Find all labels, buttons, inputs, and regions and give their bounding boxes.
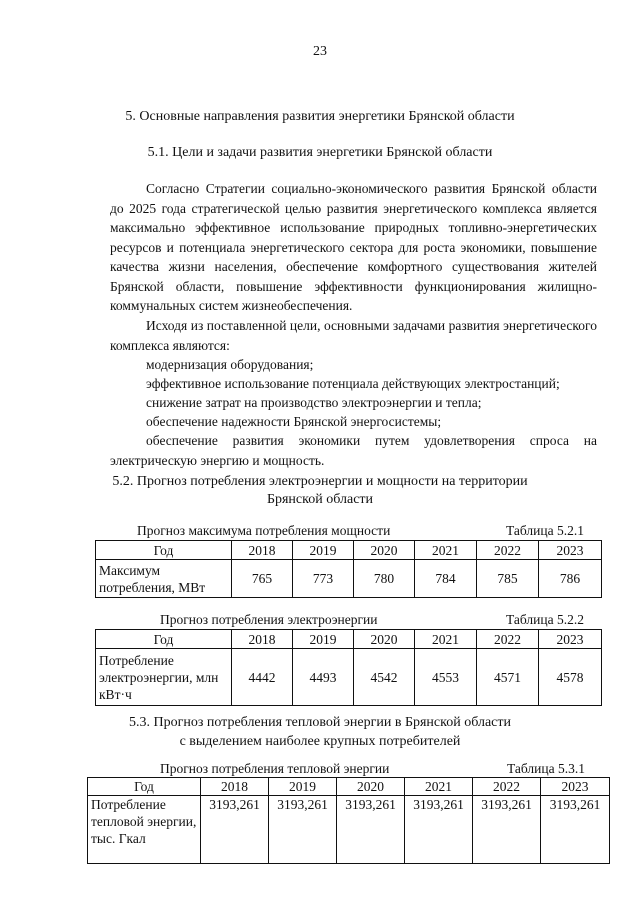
value-cell: 765: [232, 560, 293, 598]
value-cell: 4442: [232, 649, 293, 706]
header-cell: 2019: [293, 541, 354, 560]
table-row: [96, 649, 602, 706]
value-cell: 4571: [477, 649, 539, 706]
subsection-1-title: 5.1. Цели и задачи развития энергетики Брянской области: [147, 145, 493, 160]
task-item: модернизация оборудования;: [146, 357, 314, 372]
header-cell: 2021: [405, 778, 473, 796]
page-number: 23: [313, 44, 327, 59]
paragraph-strategy: Согласно Стратегии социально-экономического развития Брянской области до 2025 года стратегической целью развития энергетического комплекса является максимально эффективное использование природных топливно-энергетических ресурсов и потенциала энергетического сектора для роста экономики, повышение качества жизни населения, обеспечение комфортного существования жителей Брянской области, повышение эффективности функционирования жилищно-коммунальных систем жизнеобеспечения.: [110, 181, 597, 313]
table2-caption: Прогноз потребления электроэнергии: [160, 612, 378, 627]
header-cell: 2019: [269, 778, 337, 796]
table-row: [96, 560, 602, 598]
row-label: Потребление тепловой энергии, тыс. Гкал: [88, 796, 201, 864]
value-cell: 3193,261: [405, 796, 473, 864]
value-cell: 3193,261: [201, 796, 269, 864]
header-year: Год: [96, 541, 232, 560]
value-cell: 3193,261: [269, 796, 337, 864]
subsection-2-title-line1: 5.2. Прогноз потребления электроэнергии и мощности на территории: [112, 474, 528, 489]
table1-caption: Прогноз максимума потребления мощности: [137, 523, 391, 538]
value-cell: 4553: [415, 649, 477, 706]
table-max-power: [95, 540, 602, 598]
subsection-3-title-line1: 5.3. Прогноз потребления тепловой энергии в Брянской области: [128, 715, 512, 730]
table-electricity: [95, 629, 602, 706]
header-cell: 2020: [354, 541, 415, 560]
header-cell: 2022: [473, 778, 541, 796]
header-cell: 2021: [415, 541, 477, 560]
value-cell: 785: [477, 560, 539, 598]
table1-label: Таблица 5.2.1: [506, 523, 584, 538]
header-cell: 2018: [232, 630, 293, 649]
table-header-row: [96, 630, 602, 649]
value-cell: 4578: [539, 649, 602, 706]
row-label: Максимум потребления, МВт: [96, 560, 232, 598]
header-cell: 2019: [293, 630, 354, 649]
header-cell: 2018: [201, 778, 269, 796]
table3-label: Таблица 5.3.1: [507, 761, 585, 776]
value-cell: 4542: [354, 649, 415, 706]
table-heat: [87, 777, 610, 864]
subsection-3-title-line2: с выделением наиболее крупных потребителей: [179, 734, 461, 749]
header-cell: 2023: [539, 630, 602, 649]
header-cell: 2023: [541, 778, 610, 796]
value-cell: 780: [354, 560, 415, 598]
value-cell: 3193,261: [473, 796, 541, 864]
header-year: Год: [96, 630, 232, 649]
task-item: эффективное использование потенциала действующих электростанций;: [146, 376, 560, 391]
table-row: [88, 796, 610, 864]
header-year: Год: [88, 778, 201, 796]
value-cell: 784: [415, 560, 477, 598]
subsection-2-title-line2: Брянской области: [266, 492, 374, 507]
task-item: обеспечение развития экономики путем удовлетворения спроса на электрическую энергию и мощность.: [110, 433, 597, 468]
table-header-row: [88, 778, 610, 796]
header-cell: 2018: [232, 541, 293, 560]
row-label: Потребление электроэнергии, млн кВт·ч: [96, 649, 232, 706]
value-cell: 3193,261: [541, 796, 610, 864]
table-header-row: [96, 541, 602, 560]
header-cell: 2022: [477, 541, 539, 560]
task-item: снижение затрат на производство электроэнергии и тепла;: [146, 395, 482, 410]
table3-caption: Прогноз потребления тепловой энергии: [160, 761, 390, 776]
value-cell: 786: [539, 560, 602, 598]
value-cell: 3193,261: [337, 796, 405, 864]
header-cell: 2020: [337, 778, 405, 796]
paragraph-tasks-intro: Исходя из поставленной цели, основными задачами развития энергетического комплекса являются:: [110, 318, 597, 353]
header-cell: 2022: [477, 630, 539, 649]
value-cell: 4493: [293, 649, 354, 706]
section-title: 5. Основные направления развития энергетики Брянской области: [125, 109, 515, 124]
value-cell: 773: [293, 560, 354, 598]
header-cell: 2020: [354, 630, 415, 649]
header-cell: 2023: [539, 541, 602, 560]
table2-label: Таблица 5.2.2: [506, 612, 584, 627]
header-cell: 2021: [415, 630, 477, 649]
task-item: обеспечение надежности Брянской энергосистемы;: [146, 414, 442, 429]
